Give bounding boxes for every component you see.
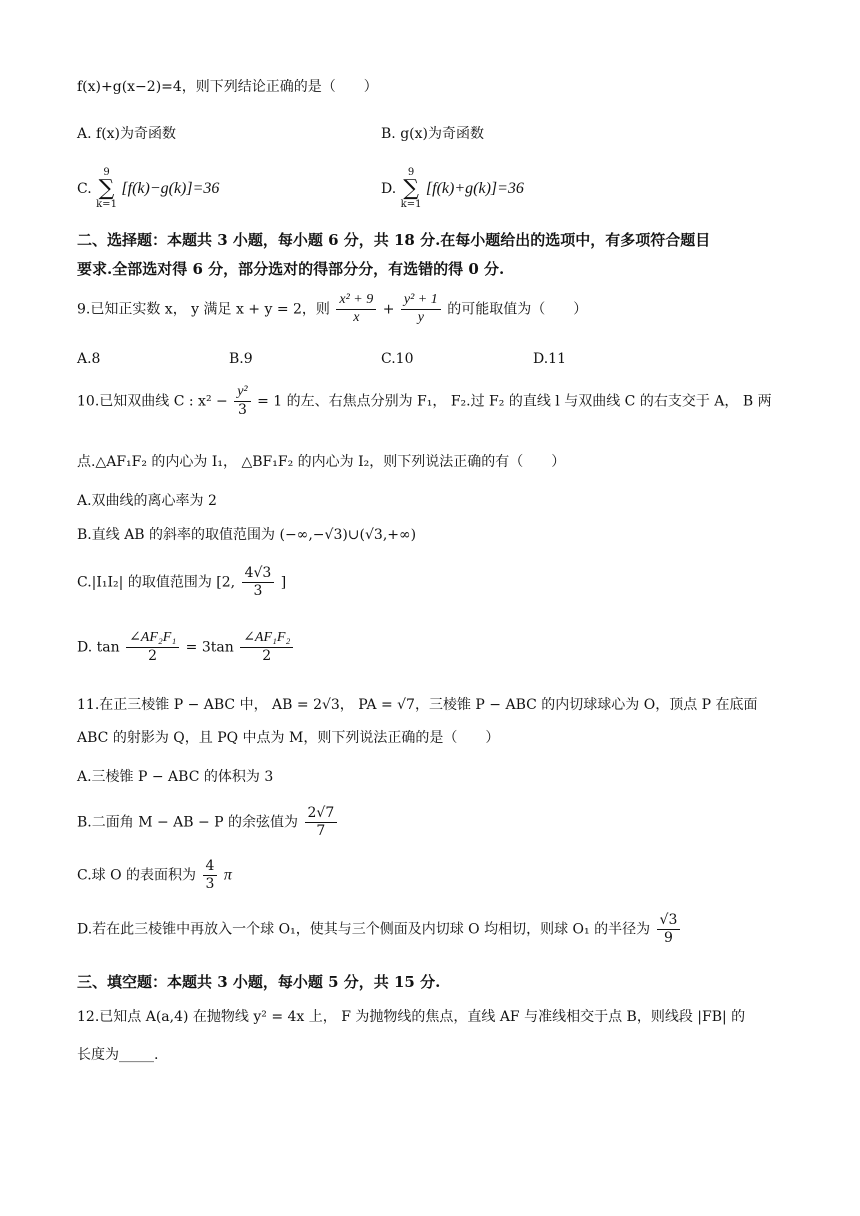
q10-stem xyxy=(77,384,772,419)
q9-stem-b: 的可能取值为（ ） xyxy=(447,301,588,318)
q8-option-c xyxy=(77,168,219,210)
q11-option-b-fraction: $\frac{2√7}{7}$ xyxy=(305,805,338,840)
q12-stem-line1: 12.已知点 A(a,4) 在抛物线 y² = 4x 上， F 为抛物线的焦点，直线 AF 与准线相交于点 B，则线段 |FB| 的 xyxy=(77,1009,746,1025)
q10-fraction: $\frac{\text{y²}}{3}$ xyxy=(234,384,250,419)
q11-option-a: A.三棱锥 P − ABC 的体积为 3 xyxy=(77,769,274,785)
q9-plus: + xyxy=(382,301,395,318)
q8-option-d xyxy=(381,168,524,210)
q10-stem-line2: 点.△AF₁F₂ 的内心为 I₁， △BF₁F₂ 的内心为 I₂，则下列说法正确的有（ ） xyxy=(77,454,566,470)
section-2-title-line2: 要求.全部选对得 6 分，部分选对的得部分分，有选错的得 0 分. xyxy=(77,260,505,278)
q12-stem-line2: 长度为_____. xyxy=(77,1047,159,1063)
q8-option-b: B. g(x)为奇函数 xyxy=(381,126,484,142)
q9-option-c: C.10 xyxy=(381,351,414,367)
section-2-title-line1: 二、选择题：本题共 3 小题，每小题 6 分，共 18 分.在每小题给出的选项中，有多项符合题目 xyxy=(77,231,711,249)
q9-option-a: A.8 xyxy=(77,351,101,367)
q10-option-c: C.|I₁I₂| 的取值范围为 [2, $\frac{4√3}{3}$ ] xyxy=(77,565,287,599)
q9-fraction-2: $\frac{\text{y² + 1}}{y}$ xyxy=(401,292,441,327)
q11-stem-line2: ABC 的射影为 Q，且 PQ 中点为 M，则下列说法正确的是（ ） xyxy=(77,730,500,746)
q10-option-d: D. tan $\frac{\text{∠AF₂F₁}}{2}$ = 3tan $\frac{\text{∠AF₁F₂}}{2}$ xyxy=(77,630,295,665)
sum-lower: k=1 xyxy=(96,199,117,210)
q9-stem-a: 9.已知正实数 x， y 满足 x + y = 2，则 xyxy=(77,301,330,318)
q10-stem-a: 10.已知双曲线 C : x² − xyxy=(77,393,228,410)
q9-stem xyxy=(77,292,587,327)
summation-symbol: 9 ∑ k=1 xyxy=(400,167,422,210)
q10-option-b: B.直线 AB 的斜率的取值范围为 (−∞,−√3)∪(√3,+∞) xyxy=(77,527,417,543)
q11-option-b: B.二面角 M − AB − P 的余弦值为 $\frac{2√7}{7}$ xyxy=(77,805,339,840)
q9-option-b: B.9 xyxy=(229,351,253,367)
q10-option-d-fraction-1: $\frac{\text{∠AF₂F₁}}{2}$ xyxy=(126,630,179,665)
q11-option-c: C.球 O 的表面积为 $\frac{4}{3}$ π xyxy=(77,858,232,892)
section-3-title: 三、填空题：本题共 3 小题，每小题 5 分，共 15 分. xyxy=(77,973,441,991)
q11-stem-line1: 11.在正三棱锥 P − ABC 中， AB = 2√3， PA = √7，三棱锥 P − ABC 的内切球球心为 O，顶点 P 在底面 xyxy=(77,697,758,713)
q9-fraction-1: $\frac{\text{x² + 9}}{x}$ xyxy=(336,292,376,327)
q11-option-d-fraction: $\frac{√3}{9}$ xyxy=(657,912,681,947)
sum-lower: k=1 xyxy=(400,199,422,210)
q8-option-c-prefix: C. xyxy=(77,181,92,197)
q10-option-c-fraction: $\frac{4√3}{3}$ xyxy=(242,565,275,600)
sum-upper: 9 xyxy=(407,167,415,178)
q8-stem: f(x)+g(x−2)=4，则下列结论正确的是（ ） xyxy=(77,79,378,95)
q8-option-d-prefix: D. xyxy=(381,181,397,197)
q10-option-d-fraction-2: $\frac{\text{∠AF₁F₂}}{2}$ xyxy=(240,630,293,665)
q8-option-a: A. f(x)为奇函数 xyxy=(77,126,177,142)
q11-option-c-fraction: $\frac{4}{3}$ xyxy=(203,858,218,893)
q10-stem-b: = 1 的左、右焦点分别为 F₁， F₂.过 F₂ 的直线 l 与双曲线 C 的右支交于 A， B 两 xyxy=(257,393,772,410)
q11-option-d: D.若在此三棱锥中再放入一个球 O₁，使其与三个侧面及内切球 O 均相切，则球 O₁ 的半径为 $\frac{√3}{9}$ xyxy=(77,912,682,947)
q9-option-d: D.11 xyxy=(533,351,566,367)
q10-option-a: A.双曲线的离心率为 2 xyxy=(77,493,217,509)
sum-upper: 9 xyxy=(103,167,110,178)
q8-option-c-expr: [f(k)−g(k)]=36 xyxy=(121,180,220,197)
summation-symbol: 9 ∑ k=1 xyxy=(96,167,117,210)
q8-option-d-expr: [f(k)+g(k)]=36 xyxy=(425,180,524,197)
